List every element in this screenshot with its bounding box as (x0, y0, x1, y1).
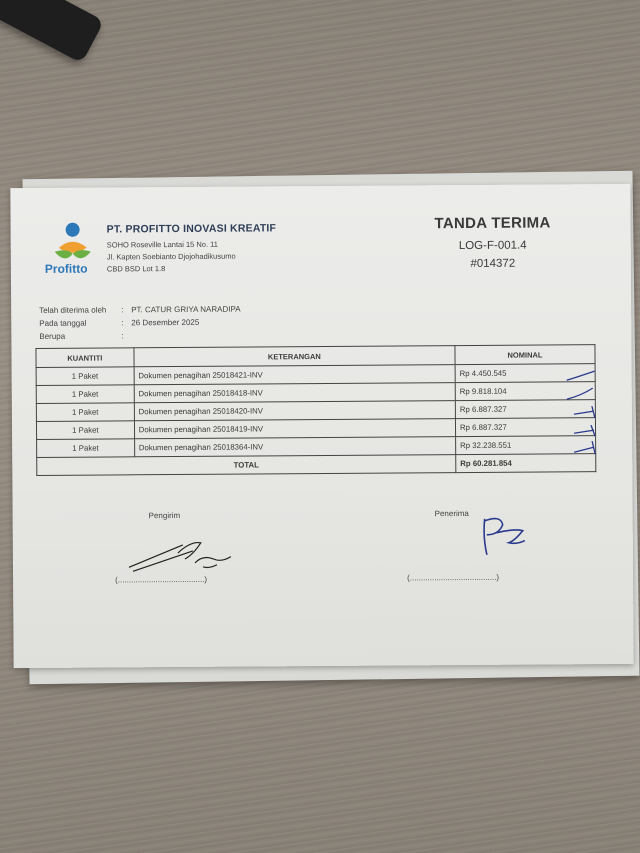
items-table (35, 344, 596, 476)
bag-strap (0, 0, 104, 63)
checkmark-icon (570, 404, 600, 422)
sender-label: Pengirim (148, 510, 181, 521)
header-nominal: NOMINAL (455, 345, 595, 365)
total-value: Rp 60.281.854 (456, 454, 596, 473)
nominal-cell: Rp 4.450.545 (455, 364, 595, 383)
nominal-cell: Rp 6.887.327 (455, 400, 595, 419)
desc-cell: Dokumen penagihan 25018420-INV (134, 401, 455, 421)
receiver-signature-line: (.......................................) (407, 572, 500, 583)
qty-cell: 1 Paket (36, 421, 134, 440)
total-row (37, 454, 596, 476)
desc-cell: Dokumen penagihan 25018421-INV (134, 365, 455, 385)
company-header (107, 222, 277, 275)
nominal-cell: Rp 32.238.551 (456, 436, 596, 455)
desc-cell: Dokumen penagihan 25018419-INV (134, 419, 455, 439)
header-description: KETERANGAN (134, 346, 455, 367)
sender-signature-line: (.......................................) (115, 574, 208, 585)
colon: : (121, 331, 124, 341)
receipt-document (10, 184, 633, 668)
desc-cell: Dokumen penagihan 25018364-INV (134, 437, 455, 457)
document-number: #014372 (470, 257, 516, 270)
date-value: 26 Desember 2025 (131, 317, 200, 328)
qty-cell: 1 Paket (36, 367, 134, 386)
address-line: SOHO Roseville Lantai 15 No. 11 (106, 239, 218, 250)
received-by-value: PT. CATUR GRIYA NARADIPA (131, 304, 241, 315)
checkmark-icon (564, 386, 598, 404)
checkmark-icon (570, 440, 600, 458)
form-code: LOG-F-001.4 (458, 239, 527, 253)
qty-cell: 1 Paket (36, 385, 134, 404)
checkmark-icon (564, 368, 598, 386)
total-label: TOTAL (37, 455, 456, 476)
company-address (107, 238, 277, 275)
form-label: Berupa (39, 331, 66, 341)
logo-wordmark: Profitto (44, 261, 88, 276)
qty-cell: 1 Paket (36, 403, 134, 422)
qty-cell: 1 Paket (37, 439, 135, 458)
address-line: Jl. Kapten Soebianto Djojohadikusumo (106, 251, 236, 262)
receiver-label: Penerima (434, 508, 469, 519)
colon: : (121, 318, 124, 328)
document-title: TANDA TERIMA (434, 214, 551, 233)
receipt-info (39, 303, 241, 343)
checkmark-icon (570, 422, 600, 440)
colon: : (121, 305, 124, 315)
desc-cell: Dokumen penagihan 25018418-INV (134, 383, 455, 403)
nominal-cell: Rp 9.818.104 (455, 382, 595, 401)
nominal-cell: Rp 6.887.327 (455, 418, 595, 437)
received-by-row (39, 303, 240, 317)
received-by-label: Telah diterima oleh (39, 305, 107, 315)
receiver-signature-icon (473, 511, 533, 559)
document-title-block (434, 214, 550, 270)
header-quantity: KUANTITI (36, 348, 134, 368)
form-row (39, 329, 240, 343)
company-name: PT. PROFITTO INOVASI KREATIF (106, 222, 277, 236)
address-line: CBD BSD Lot 1.8 (106, 264, 166, 274)
date-label: Pada tanggal (39, 318, 87, 328)
